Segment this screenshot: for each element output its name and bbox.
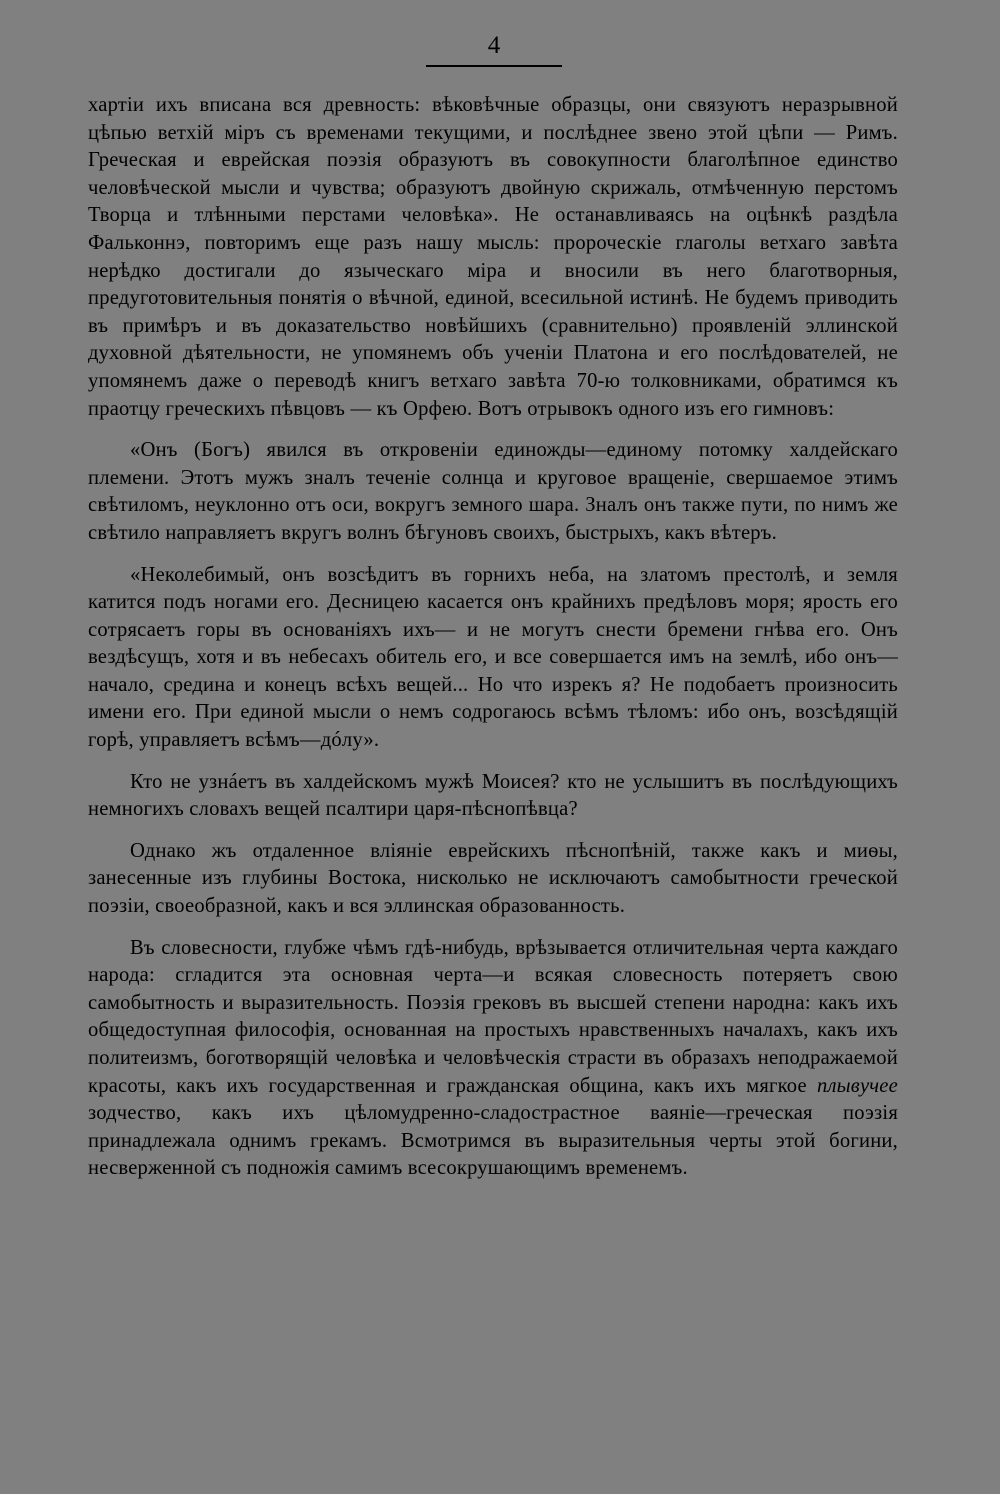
- paragraph-hymn-quote-1: «Онъ (Богъ) явился въ откровеніи единожды—единому потомку халдейскаго племени. Этотъ мужъ зналъ теченіе солнца и круговое вращеніе, свершаемое этимъ свѣтиломъ, неуклонно отъ оси, вокругъ земного шара. Зналъ онъ также пути, по нимъ же свѣтило направляетъ вкругъ волнъ бѣгуновъ своихъ, быстрыхъ, какъ вѣтеръ.: [88, 439, 898, 544]
- italic-word: плывучее: [816, 1074, 898, 1097]
- page-number: 4: [426, 30, 562, 67]
- paragraph-moses-question: Кто не узнáетъ въ халдейскомъ мужѣ Моисея? кто не услышитъ въ послѣдующихъ немногихъ словахъ вещей псалтири царя-пѣснопѣвца?: [88, 770, 898, 821]
- paragraph-hymn-quote-2: «Неколебимый, онъ возсѣдитъ въ горнихъ неба, на златомъ престолѣ, и земля катится подъ ногами его. Десницею касается онъ крайнихъ предѣловъ моря; ярость его сотрясаетъ горы въ основаніяхъ ихъ— и не могутъ снести бремени гнѣва его. Онъ вездѣсущъ, хотя и въ небесахъ обитель его, и все совершается имъ на землѣ, ибо онъ—начало, средина и конецъ всѣхъ вещей... Но что изрекъ я? Не подобаетъ произносить имени его. При единой мысли о немъ содрогаюсь всѣмъ тѣломъ: ибо онъ, возсѣдящій горѣ, управляетъ всѣмъ—дóлу».: [88, 563, 898, 752]
- paragraph-national-character: [88, 935, 898, 1183]
- page-body-text: [88, 92, 898, 1183]
- paragraph-orpheus-intro: хартіи ихъ вписана вся древность: вѣковѣчные образцы, они связуютъ неразрывной цѣпью ветхій міръ съ временами текущими, и послѣднее звено этой цѣпи — Римъ. Греческая и еврейская поэзія образуютъ въ совокупности благолѣпное единство человѣческой мысли и чувства; образуютъ двойную скрижаль, отмѣченную перстомъ Творца и тлѣнными перстами человѣка». Не останавливаясь на оцѣнкѣ раздѣла Фальконнэ, повторимъ еще разъ нашу мысль: пророческіе глаголы ветхаго завѣта нерѣдко достигали до языческаго міра и вносили въ него благотворныя, предуготовительныя понятія о вѣчной, единой, всесильной истинѣ. Не будемъ приводить въ примѣръ и въ доказательство новѣйшихъ (сравнительно) проявленій эллинской духовной дѣятельности, не упомянемъ объ ученіи Платона и его послѣдователей, не упомянемъ даже о переводѣ книгъ ветхаго завѣта 70-ю толковниками, обратимся къ праотцу греческихъ пѣвцовъ — къ Орфею. Вотъ отрывокъ одного изъ его гимновъ:: [88, 94, 898, 420]
- paragraph-text-before: Въ словесности, глубже чѣмъ гдѣ-нибудь, врѣзывается отличительная черта каждаго народа: сгладится эта основная черта—и всякая словесность потеряетъ свою самобытность и выразительность. Поэзія грековъ въ высшей степени народна: какъ ихъ общедоступная философія, основанная на простыхъ нравственныхъ началахъ, какъ ихъ политеизмъ, боготворящій человѣка и человѣческія страсти въ образахъ неподражаемой красоты, какъ ихъ государственная и гражданская община, какъ ихъ мягкое: [88, 936, 898, 1097]
- paragraph-originality: Однако жъ отдаленное вліяніе еврейскихъ пѣснопѣній, также какъ и миѳы, занесенные изъ глубины Востока, нисколько не исключаютъ самобытности греческой поэзіи, своеобразной, какъ и вся эллинская образованность.: [88, 839, 898, 918]
- paragraph-text-after: зодчество, какъ ихъ цѣломудренно-сладострастное ваяніе—греческая поэзія принадлежала однимъ грекамъ. Всмотримся въ выразительныя черты этой богини, несверженной съ подножія самимъ всесокрушающимъ временемъ.: [88, 1102, 898, 1180]
